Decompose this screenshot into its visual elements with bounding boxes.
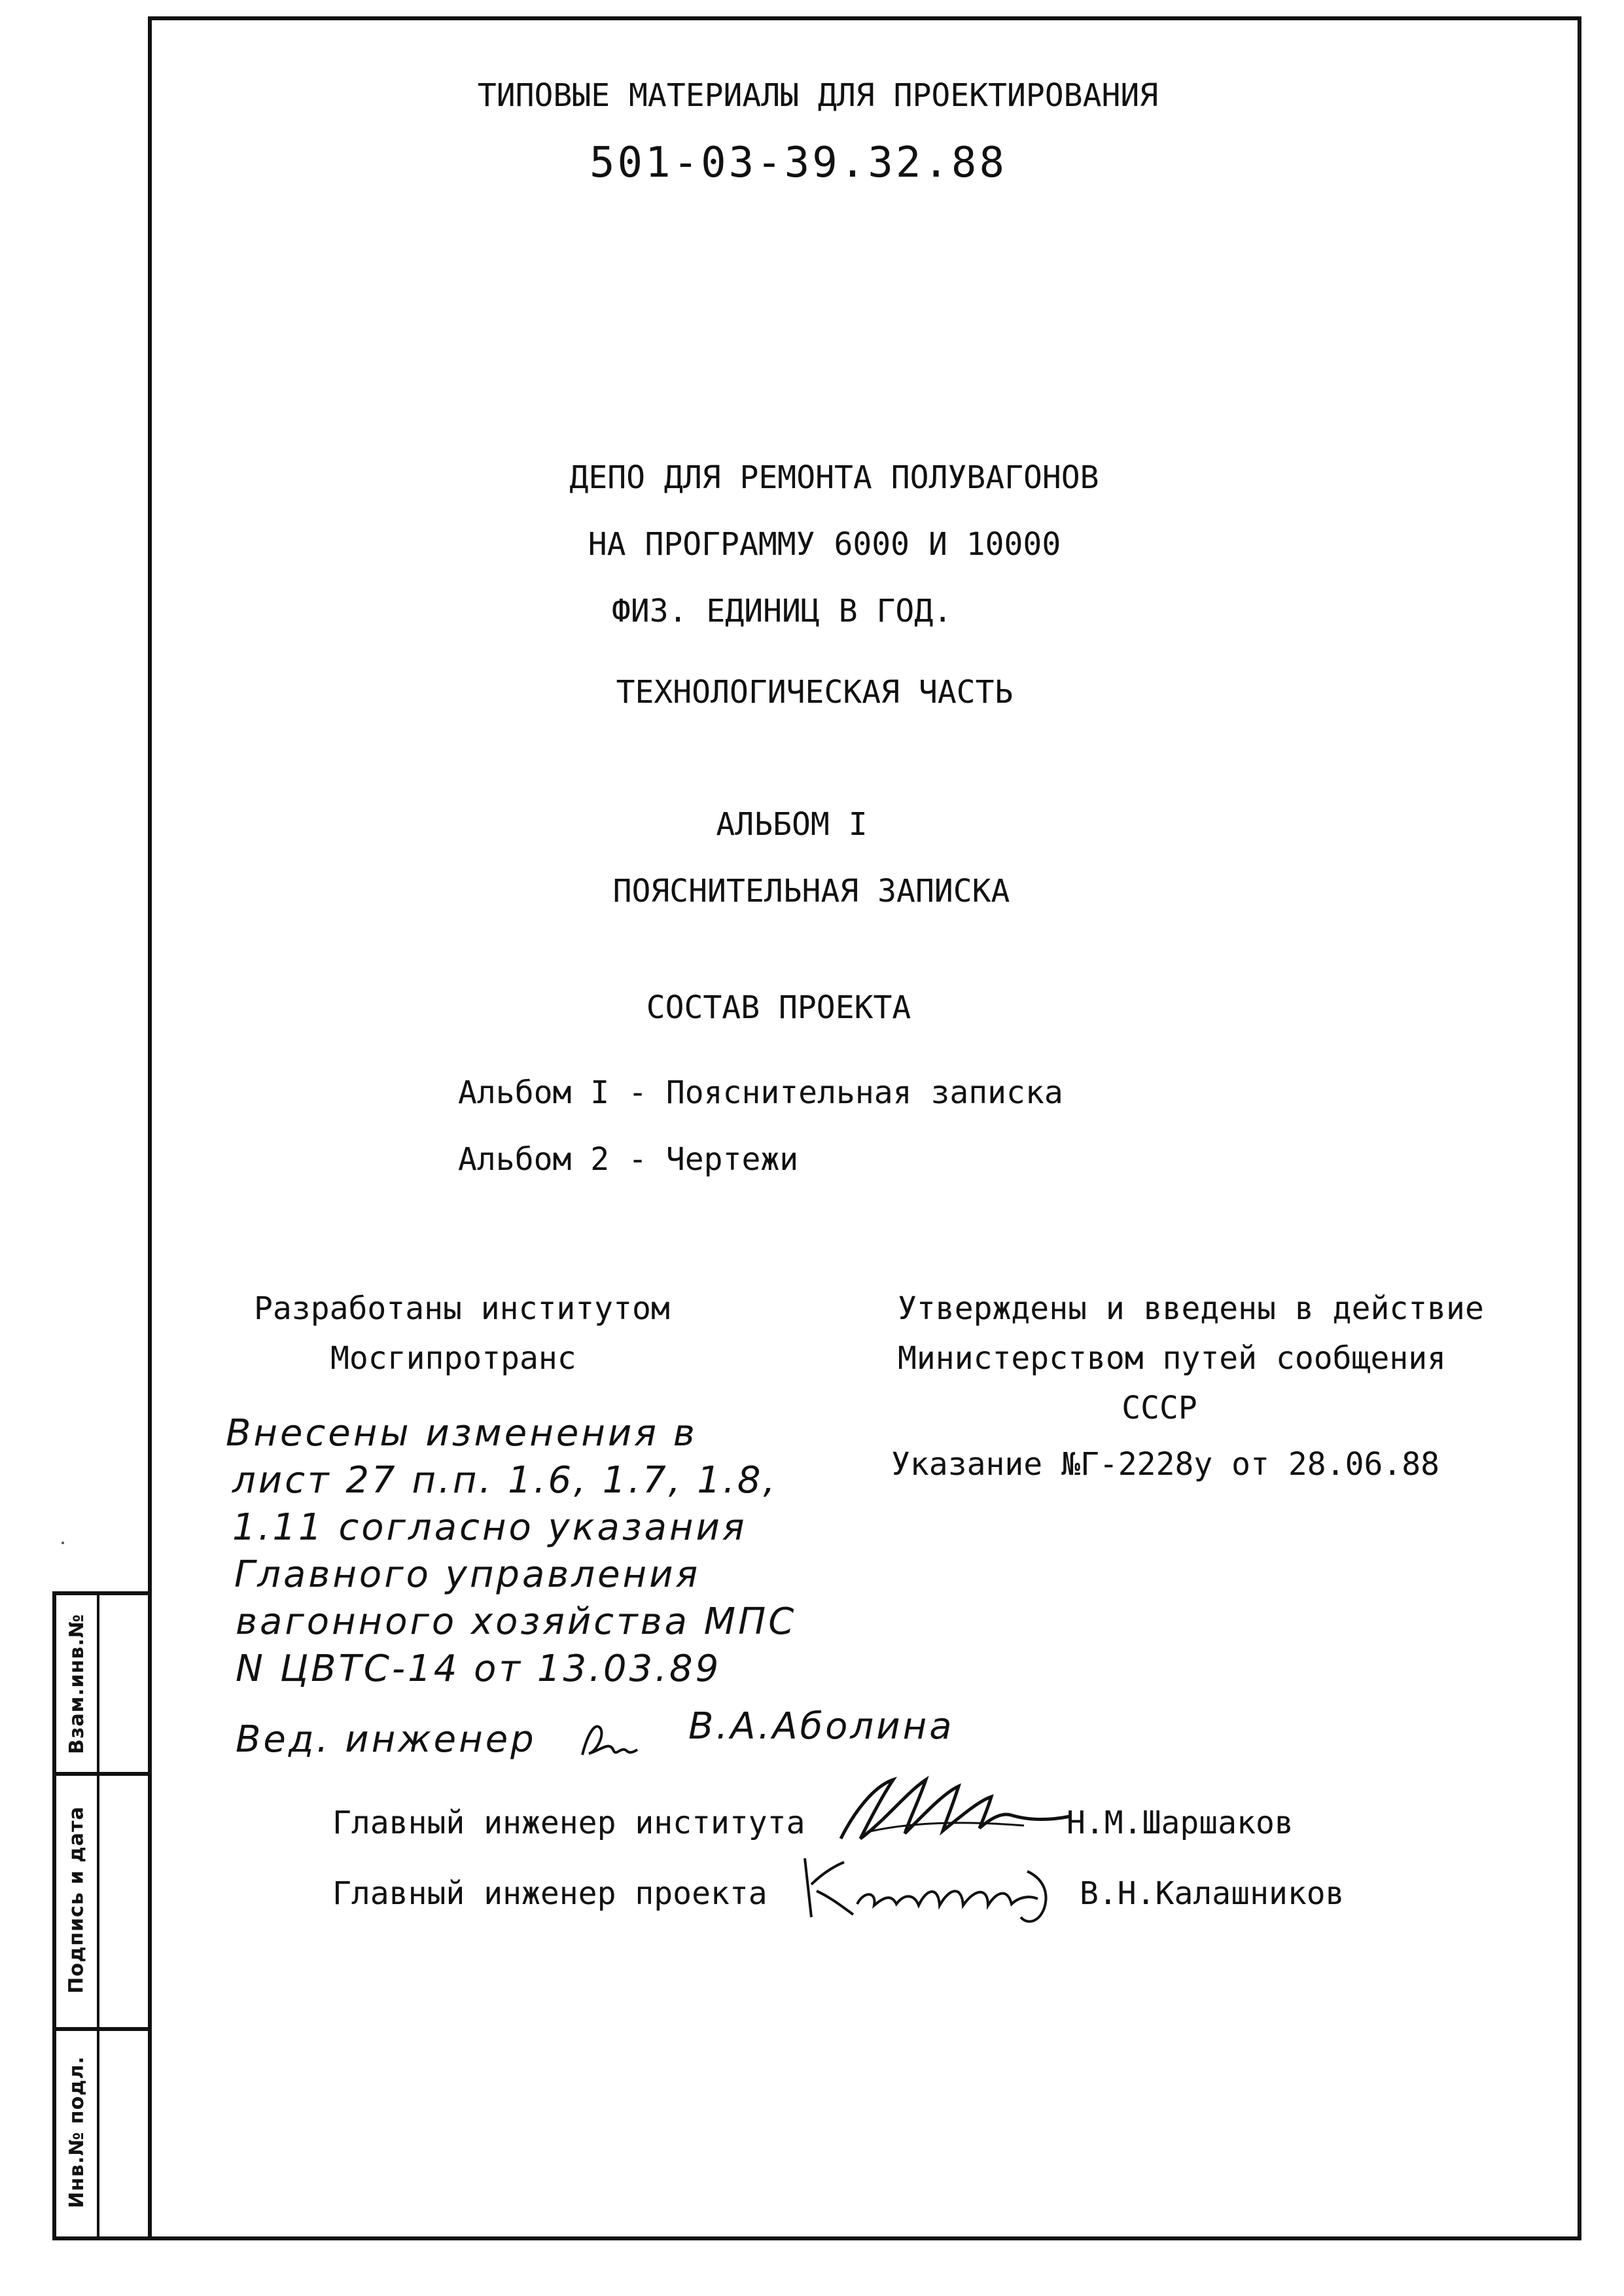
lead-engineer-name: В.А.Аболина [688, 1705, 955, 1748]
lead-engineer-role: Вед. инженер [236, 1718, 537, 1761]
title-line-1: ДЕПО ДЛЯ РЕМОНТА ПОЛУВАГОНОВ [569, 459, 1099, 496]
amendment-line-1: Внесены изменения в [226, 1412, 697, 1455]
amendment-line-2: лист 27 п.п. 1.6, 1.7, 1.8, [232, 1459, 778, 1502]
approved-line-2: Министерством путей сообщения [898, 1340, 1447, 1377]
side-stamp [52, 1591, 152, 2240]
developed-line-1: Разработаны институтом [254, 1290, 670, 1327]
series-title: ТИПОВЫЕ МАТЕРИАЛЫ ДЛЯ ПРОЕКТИРОВАНИЯ [477, 77, 1159, 114]
side-stamp-divider [97, 1595, 99, 2236]
amendment-line-6: N ЦВТС-14 от 13.03.89 [236, 1648, 722, 1690]
signature-date-cell [56, 1772, 97, 2027]
album-name: АЛЬБОМ I [716, 806, 868, 843]
approved-line-1: Утверждены и введены в действие [898, 1290, 1484, 1327]
amendment-line-4: Главного управления [234, 1553, 701, 1596]
chief-project-role: Главный инженер проекта [332, 1875, 768, 1912]
signature-date-label: Подпись и дата [65, 1805, 88, 1994]
original-inv-cell [56, 2027, 97, 2236]
lead-engineer-signature [576, 1714, 641, 1767]
title-line-4: ТЕХНОЛОГИЧЕСКАЯ ЧАСТЬ [616, 674, 1014, 711]
replaced-inv-label: Взам.инв.№ [65, 1613, 88, 1754]
composition-item-1: Альбом I - Пояснительная записка [458, 1074, 1063, 1111]
title-line-2: НА ПРОГРАММУ 6000 И 10000 [588, 526, 1061, 563]
replaced-inv-cell [56, 1595, 97, 1772]
amendment-line-5: вагонного хозяйства МПС [236, 1600, 797, 1643]
document-code: 501-03-39.32.88 [590, 139, 1007, 187]
chief-institute-signature [828, 1760, 1076, 1852]
original-inv-label: Инв.№ подл. [65, 2055, 88, 2208]
album-subtitle: ПОЯСНИТЕЛЬНАЯ ЗАПИСКА [612, 873, 1010, 910]
chief-project-name: В.Н.Калашников [1080, 1875, 1345, 1912]
chief-institute-role: Главный инженер института [332, 1805, 805, 1841]
chief-project-signature [785, 1845, 1060, 1930]
composition-item-2: Альбом 2 - Чертежи [458, 1141, 799, 1178]
scan-speck [62, 1542, 64, 1544]
developed-line-2: Мосгипротранс [330, 1340, 576, 1377]
title-line-3: ФИЗ. ЕДИНИЦ В ГОД. [611, 593, 953, 629]
chief-institute-name: Н.М.Шаршаков [1067, 1805, 1294, 1841]
composition-heading: СОСТАВ ПРОЕКТА [646, 989, 911, 1026]
approved-line-4: Указание №Г-2228у от 28.06.88 [891, 1446, 1440, 1483]
amendment-line-3: 1.11 согласно указания [232, 1506, 747, 1549]
approved-line-3: СССР [1121, 1390, 1197, 1426]
